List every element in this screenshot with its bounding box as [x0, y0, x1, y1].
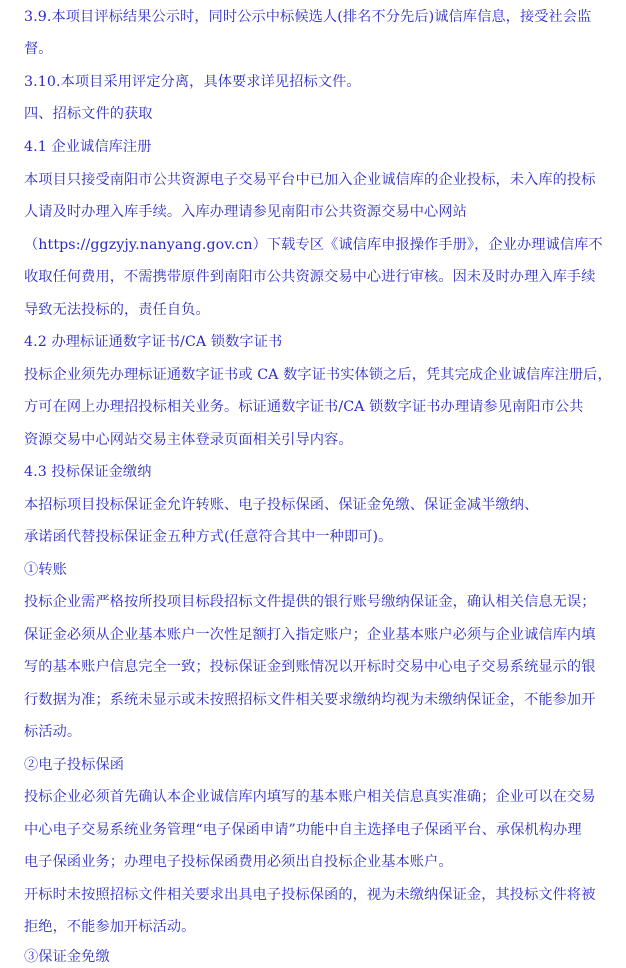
text-line: 导致无法投标的，责任自负。 — [24, 302, 210, 318]
text-line: 承诺函代替投标保证金五种方式(任意符合其中一种即可)。 — [24, 529, 393, 545]
text-line: 投标企业须先办理标证通数字证书或 CA 数字证书实体锁之后，凭其完成企业诚信库注册后， — [24, 367, 612, 383]
text-line: 方可在网上办理招投标相关业务。标证通数字证书/CA 锁数字证书办理请参见南阳市公共 — [24, 399, 584, 415]
subsection-heading: 4.3 投标保证金缴纳 — [24, 464, 152, 480]
text-line: 拒绝，不能参加开标活动。 — [24, 919, 196, 935]
text-line: 人请及时办理入库手续。入库办理请参见南阳市公共资源交易中心网站 — [24, 204, 467, 220]
text-line: 投标企业需严格按所投项目标段招标文件提供的银行账号缴纳保证金，确认相关信息无误； — [24, 594, 596, 610]
section-heading: 四、招标文件的获取 — [24, 106, 153, 122]
text-line: 3.10.本项目采用评定分离，具体要求详见招标文件。 — [24, 74, 361, 90]
text-line: 行数据为准；系统未显示或未按照招标文件相关要求缴纳均视为未缴纳保证金，不能参加开 — [24, 692, 596, 708]
item-heading: ②电子投标保函 — [24, 757, 125, 773]
text-line: 3.9.本项目评标结果公示时，同时公示中标候选人(排名不分先后)诚信库信息，接受社会监 — [24, 9, 592, 25]
text-line: 电子保函业务；办理电子投标保函费用必须出自投标企业基本账户。 — [24, 854, 453, 870]
text-line: 督。 — [24, 41, 53, 57]
item-heading: ①转账 — [24, 562, 67, 578]
subsection-heading: 4.1 企业诚信库注册 — [24, 139, 152, 155]
text-line: 开标时未按照招标文件相关要求出具电子投标保函的，视为未缴纳保证金，其投标文件将被 — [24, 887, 596, 903]
text-line: 投标企业必须首先确认本企业诚信库内填写的基本账户相关信息真实准确；企业可以在交易 — [24, 789, 596, 805]
text-line: 保证金必须从企业基本账户一次性足额打入指定账户；企业基本账户必须与企业诚信库内填 — [24, 627, 596, 643]
text-line: 写的基本账户信息完全一致；投标保证金到账情况以开标时交易中心电子交易系统显示的银 — [24, 659, 596, 675]
text-line: 资源交易中心网站交易主体登录页面相关引导内容。 — [24, 432, 353, 448]
item-heading: ③保证金免缴 — [24, 949, 110, 965]
subsection-heading: 4.2 办理标证通数字证书/CA 锁数字证书 — [24, 334, 283, 350]
text-line: 收取任何费用，不需携带原件到南阳市公共资源交易中心进行审核。因未及时办理入库手续 — [24, 269, 596, 285]
text-line: 标活动。 — [24, 724, 82, 740]
text-line: 本项目只接受南阳市公共资源电子交易平台中已加入企业诚信库的企业投标，未入库的投标 — [24, 172, 596, 188]
text-line: 中心电子交易系统业务管理“电子保函申请”功能中自主选择电子保函平台、承保机构办理 — [24, 822, 582, 838]
text-line: 本招标项目投标保证金允许转账、电子投标保函、保证金免缴、保证金减半缴纳、 — [24, 497, 539, 513]
text-line: （https://ggzyjy.nanyang.gov.cn）下载专区《诚信库申报操作手册》，企业办理诚信库不 — [24, 237, 603, 253]
